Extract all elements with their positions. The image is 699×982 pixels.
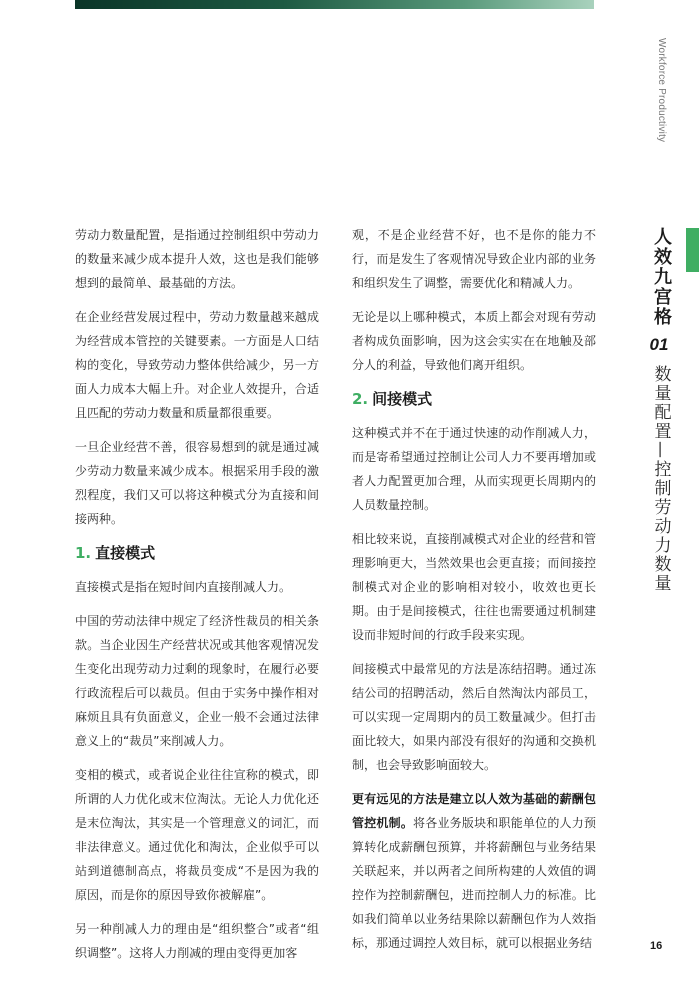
paragraph: 一旦企业经营不善，很容易想到的就是通过减少劳动力数量来减少成本。根据采用手段的激烈程度，我们又可以将这种模式分为直接和间接两种。 bbox=[75, 440, 319, 526]
left-column bbox=[75, 223, 319, 975]
paragraph: 间接模式中最常见的方法是冻结招聘。通过冻结公司的招聘活动，然后自然淘汰内部员工，可以实现一定周期内的员工数量减少。但打击面比较大，如果内部没有很好的沟通和交换机制，也会导致影响面较大。 bbox=[352, 662, 596, 772]
paragraph: 无论是以上哪种模式，本质上都会对现有劳动者构成负面影响，因为这会实实在在地触及部分人的利益，导致他们离开组织。 bbox=[352, 310, 596, 372]
side-title-subtitle: 数量配置—控制劳动力数量 bbox=[650, 365, 671, 593]
side-title bbox=[647, 227, 675, 593]
paragraph: 观，不是企业经营不好，也不是你的能力不行，而是发生了客观情况导致企业内部的业务和组织发生了调整，需要优化和精减人力。 bbox=[352, 228, 596, 290]
bold-lead: 更有远见的方法是建立以人效为基础的薪酬包管控机制。 bbox=[352, 792, 596, 830]
paragraph: 直接模式是指在短时间内直接削减人力。 bbox=[75, 580, 292, 594]
heading-direct-mode bbox=[75, 541, 319, 565]
heading-text: 间接模式 bbox=[372, 390, 433, 408]
paragraph: 变相的模式，或者说企业往往宣称的模式，即所谓的人力优化或末位淘汰。无论人力优化还是末位淘汰，其实是一个管理意义的词汇，而非法律意义。通过优化和淘汰，企业似乎可以站到道德制高点，将裁员变成“不是因为我的原因，而是你的原因导致你被解雇”。 bbox=[75, 768, 319, 902]
right-column bbox=[352, 223, 596, 965]
heading-indirect-mode bbox=[352, 387, 596, 411]
side-title-main: 人效九宫格 bbox=[651, 227, 672, 327]
top-gradient-bar bbox=[75, 0, 594, 9]
paragraph: 这种模式并不在于通过快速的动作削减人力，而是寄希望通过控制让公司人力不要再增加或者人力配置更加合理，从而实现更长周期内的人员数量控制。 bbox=[352, 426, 596, 512]
paragraph: 中国的劳动法律中规定了经济性裁员的相关条款。当企业因生产经营状况或其他客观情况发生变化出现劳动力过剩的现象时，在履行必要行政流程后可以裁员。但由于实务中操作相对麻烦且具有负面意义，企业一般不会通过法律意义上的“裁员”来削减人力。 bbox=[75, 614, 319, 748]
paragraph: 在企业经营发展过程中，劳动力数量越来越成为经营成本管控的关键要素。一方面是人口结构的变化，导致劳动力整体供给减少，另一方面人力成本大幅上升。对企业人效提升，合适且匹配的劳动力数量和质量都很重要。 bbox=[75, 310, 319, 420]
page-number: 16 bbox=[650, 940, 663, 952]
section-label-english: Workforce Productivity bbox=[656, 38, 667, 143]
paragraph-rest: 将各业务版块和职能单位的人力预算转化成薪酬包预算，并将薪酬包与业务结果关联起来，并以两者之间所构建的人效值的调控作为控制薪酬包，进而控制人力的标准。比如我们简单以业务结果除以薪酬包作为人效指标，那通过调控人效目标，就可以根据业务结 bbox=[352, 816, 596, 950]
paragraph: 相比较来说，直接削减模式对企业的经营和管理影响更大，当然效果也会更直接；而间接控制模式对企业的影响相对较小，收效也更长期。由于是间接模式，往往也需要通过机制建设而非短时间的行政手段来实现。 bbox=[352, 532, 596, 642]
heading-text: 直接模式 bbox=[95, 544, 156, 562]
side-title-number: 01 bbox=[649, 335, 669, 354]
paragraph bbox=[352, 787, 596, 955]
side-accent-block bbox=[686, 228, 699, 272]
heading-number: 1. bbox=[75, 544, 92, 562]
heading-number: 2. bbox=[352, 390, 369, 408]
paragraph: 另一种削减人力的理由是“组织整合”或者“组织调整”。这将人力削减的理由变得更加客 bbox=[75, 922, 319, 960]
paragraph: 劳动力数量配置，是指通过控制组织中劳动力的数量来减少成本提升人效，这也是我们能够想到的最简单、最基础的方法。 bbox=[75, 228, 319, 290]
